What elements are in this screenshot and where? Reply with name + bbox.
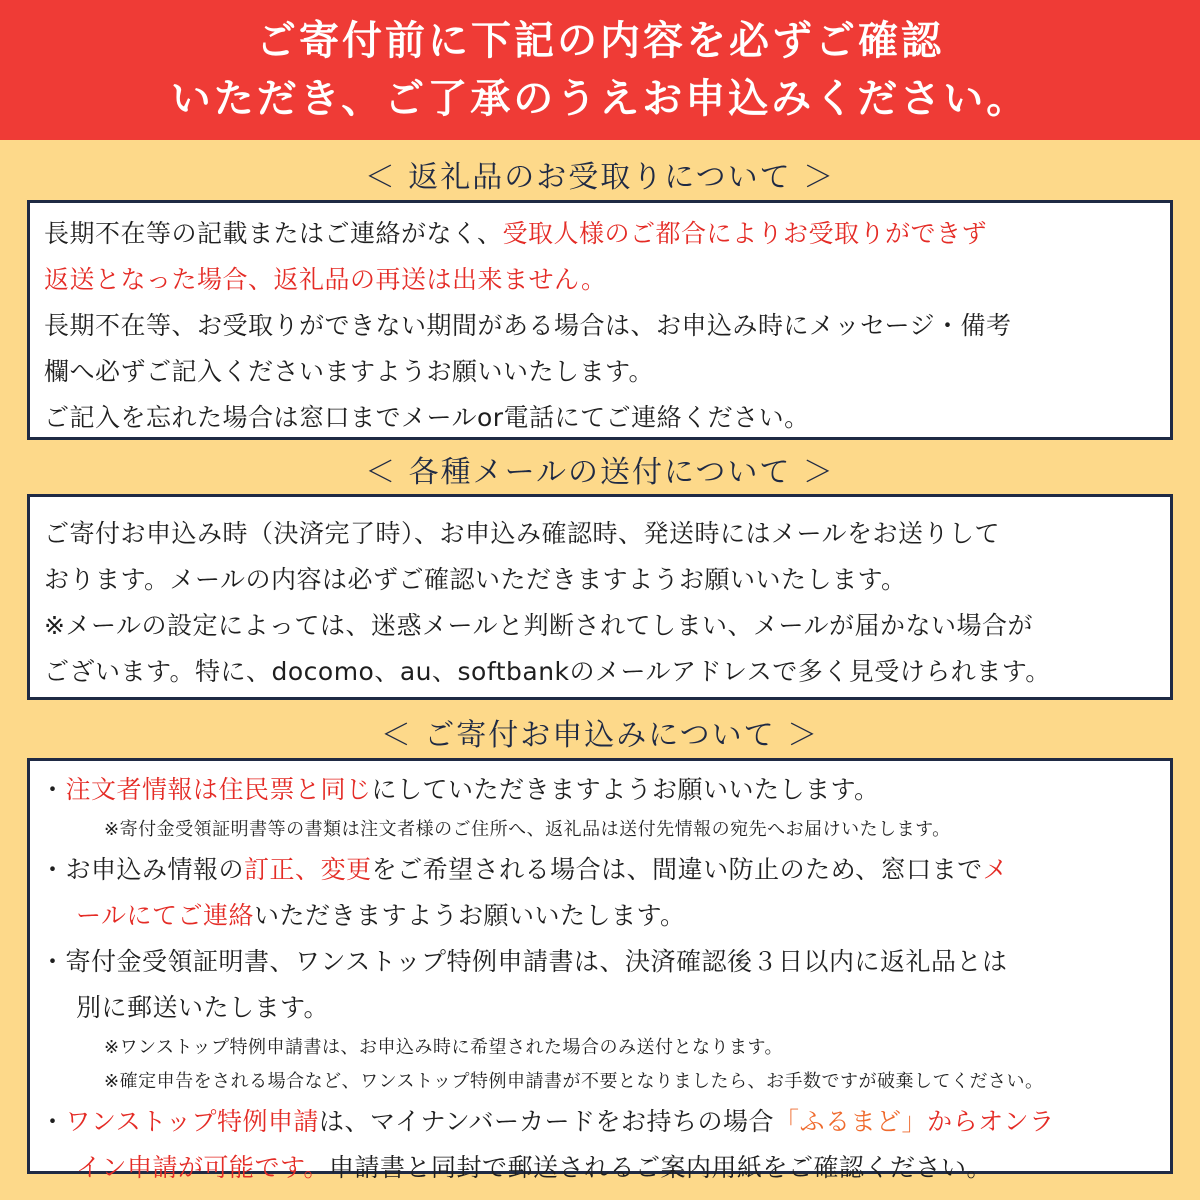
receipt-paragraph-line-4: 欄へ必ずご記入くださいますようお願いいたします。 <box>44 357 655 386</box>
email-paragraph-line-2: おります。メールの内容は必ずご確認いただきますようお願いいたします。 <box>44 565 907 594</box>
receipt-paragraph-line-5: ご記入を忘れた場合は窓口までメールor電話にてご連絡ください。 <box>44 403 810 432</box>
notice-banner <box>0 0 1200 140</box>
application-bullet-4-line-2: イン申請が可能です。申請書と同封で郵送されるご案内用紙をご確認ください。 <box>76 1153 993 1182</box>
section-box-email <box>27 494 1173 700</box>
receipt-paragraph-line-1: 長期不在等の記載またはご連絡がなく、受取人様のご都合によりお受取りができず <box>44 219 988 248</box>
application-note-2: ※ワンストップ特例申請書は、お申込み時に希望された場合のみ送付となります。 <box>104 1037 784 1058</box>
application-note-1: ※寄付金受領証明書等の書類は注文者様のご住所へ、返礼品は送付先情報の宛先へお届けいたします。 <box>104 819 951 840</box>
email-paragraph-line-1: ご寄付お申込み時（決済完了時）、お申込み確認時、発送時にはメールをお送りして <box>44 519 1001 548</box>
receipt-paragraph-line-3: 長期不在等、お受取りができない期間がある場合は、お申込み時にメッセージ・備考 <box>44 311 1012 340</box>
section-heading-application: ＜ ご寄付お申込みについて ＞ <box>380 718 820 753</box>
section-box-application <box>27 758 1173 1182</box>
section-box-receipt <box>27 200 1173 440</box>
application-bullet-3: ・寄付金受領証明書、ワンストップ特例申請書は、決済確認後３日以内に返礼品とは <box>40 947 1008 976</box>
application-note-3: ※確定申告をされる場合など、ワンストップ特例申請書が不要となりましたら、お手数ですが破棄してください。 <box>104 1071 1044 1092</box>
section-heading-email: ＜ 各種メールの送付について ＞ <box>365 455 835 490</box>
application-bullet-2-line-2: ールにてご連絡いただきますようお願いいたします。 <box>76 901 686 930</box>
banner-line-1: ご寄付前に下記の内容を必ずご確認 <box>256 18 944 64</box>
application-bullet-1: ・注文者情報は住民票と同じにしていただきますようお願いいたします。 <box>40 775 880 804</box>
application-bullet-4: ・ワンストップ特例申請は、マイナンバーカードをお持ちの場合「ふるまど」からオンラ <box>40 1107 1055 1136</box>
application-bullet-3-line-2: 別に郵送いたします。 <box>76 993 330 1022</box>
receipt-warning-line-2: 返送となった場合、返礼品の再送は出来ません。 <box>44 265 607 294</box>
receipt-warning-text: 受取人様のご都合によりお受取りができず <box>502 219 988 248</box>
email-paragraph-line-3: ※メールの設定によっては、迷惑メールと判断されてしまい、メールが届かない場合が <box>44 611 1033 640</box>
email-paragraph-line-4: ございます。特に、docomo、au、softbankのメールアドレスで多く見受けられます。 <box>44 657 1051 686</box>
banner-line-2: いただき、ご了承のうえお申込みください。 <box>170 76 1030 122</box>
section-heading-receipt: ＜ 返礼品のお受取りについて ＞ <box>364 160 836 195</box>
application-bullet-2: ・お申込み情報の訂正、変更をご希望される場合は、間違い防止のため、窓口までメ <box>40 855 1009 884</box>
